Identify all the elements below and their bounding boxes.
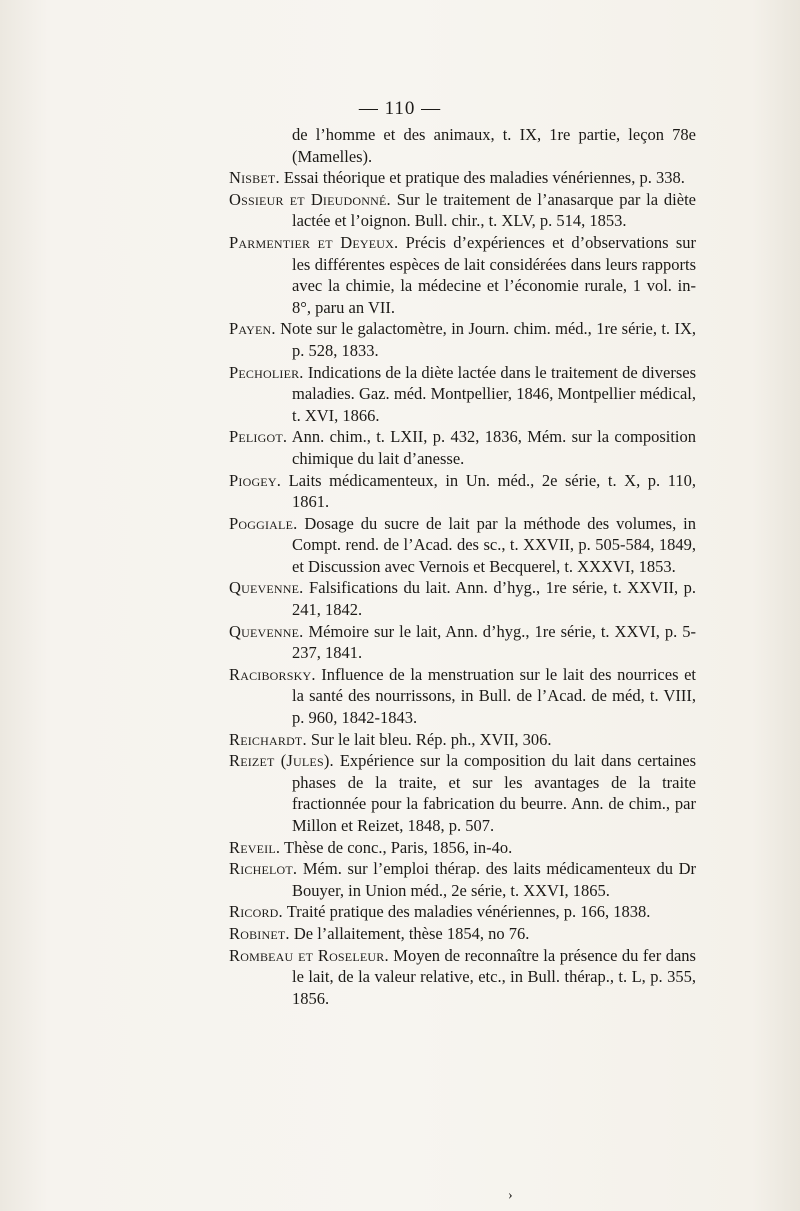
bibliography-entry bbox=[229, 167, 696, 189]
page-bottom-mark: › bbox=[508, 1188, 513, 1203]
bibliography-entry bbox=[229, 750, 696, 836]
bibliography-entry bbox=[229, 318, 696, 361]
entry-author: Reveil. bbox=[229, 837, 281, 857]
entry-text: Indications de la diète lactée dans le traitement de diverses maladies. Gaz. méd. Montpellier, 1846, Montpellier médical, t. XVI, 1866. bbox=[292, 362, 696, 425]
entry-text: Moyen de reconnaître la présence du fer dans le lait, de la valeur relative, etc., in Bull. thérap., t. L, p. 355, 1856. bbox=[292, 945, 696, 1008]
bibliography-entry bbox=[229, 621, 696, 664]
bibliography-entry bbox=[229, 470, 696, 513]
entry-author: Richelot. bbox=[229, 859, 298, 879]
entry-author: Reichardt. bbox=[229, 729, 307, 749]
bibliography-entry bbox=[229, 577, 696, 620]
entry-author: Parmentier et Deyeux. bbox=[229, 232, 399, 252]
bibliography-entry bbox=[229, 858, 696, 901]
bibliography-entry bbox=[229, 837, 696, 859]
bibliography-entry bbox=[229, 901, 696, 923]
entry-author: Robinet. bbox=[229, 923, 290, 943]
bibliography-entry bbox=[229, 923, 696, 945]
entry-text: de l’homme et des animaux, t. IX, 1re partie, leçon 78e (Mamelles). bbox=[292, 125, 696, 166]
entry-author: Reizet (Jules). bbox=[229, 751, 334, 771]
entry-author: Raciborsky. bbox=[229, 664, 316, 684]
bibliography-entry bbox=[229, 426, 696, 469]
entry-text: Ann. chim., t. LXII, p. 432, 1836, Mém. sur la composition chimique du lait d’anesse. bbox=[287, 427, 696, 468]
entry-text: Précis d’expériences et d’observations sur les différentes espèces de lait considérées dans leurs rapports avec la chimie, la médecine et l’économie rurale, 1 vol. in-8°, paru an VII. bbox=[292, 232, 697, 317]
bibliography-entry bbox=[229, 362, 696, 427]
entry-author: Payen. bbox=[229, 319, 276, 339]
bibliography-list bbox=[229, 124, 696, 1009]
entry-text: Note sur le galactomètre, in Journ. chim. méd., 1re série, t. IX, p. 528, 1833. bbox=[275, 319, 696, 360]
entry-text: Laits médicamenteux, in Un. méd., 2e série, t. X, p. 110, 1861. bbox=[281, 470, 696, 512]
entry-text: Mém. sur l’emploi thérap. des laits médicamenteux du Dr Bouyer, in Union méd., 2e série, t. XXVI, 1865. bbox=[292, 859, 696, 900]
bibliography-entry bbox=[229, 513, 696, 578]
entry-author: Peligot. bbox=[229, 427, 288, 447]
bibliography-entry bbox=[229, 124, 696, 167]
entry-author: Ossieur et Dieudonné. bbox=[229, 189, 391, 209]
entry-author: Pecholier. bbox=[229, 362, 304, 382]
bibliography-entry bbox=[229, 232, 696, 318]
entry-author: Ricord. bbox=[229, 902, 283, 922]
entry-text: Sur le lait bleu. Rép. ph., XVII, 306. bbox=[306, 729, 552, 749]
entry-text: Influence de la menstruation sur le lait des nourrices et la santé des nourrissons, in Bull. de l’Acad. de méd, t. VIII, p. 960, 1842-1843. bbox=[292, 664, 696, 728]
entry-text: Expérience sur la composition du lait dans certaines phases de la traite, et sur les avantages de la traite fractionnée pour la fabrication du beurre. Ann. de chim., par Millon et Reizet, 1848, p. 507. bbox=[292, 751, 696, 835]
entry-text: Falsifications du lait. Ann. d’hyg., 1re série, t. XXVII, p. 241, 1842. bbox=[292, 578, 696, 620]
entry-author: Quevenne. bbox=[229, 578, 304, 598]
entry-text: Sur le traitement de l’anasarque par la diète lactée et l’oignon. Bull. chir., t. XLV, p. 514, 1853. bbox=[292, 189, 696, 231]
entry-text: Mémoire sur le lait, Ann. d’hyg., 1re série, t. XXVI, p. 5-237, 1841. bbox=[292, 621, 696, 663]
bibliography-entry bbox=[229, 189, 696, 232]
bibliography-entry bbox=[229, 729, 696, 751]
page-number: — 110 — bbox=[358, 98, 442, 119]
entry-text: Thèse de conc., Paris, 1856, in-4o. bbox=[280, 837, 513, 857]
entry-author: Rombeau et Roseleur. bbox=[229, 945, 389, 965]
entry-text: Dosage du sucre de lait par la méthode des volumes, in Compt. rend. de l’Acad. des sc., t. XXVII, p. 505-584, 1849, et Discussion avec Vernois et Becquerel, t. XXXVI, 1853. bbox=[292, 513, 696, 576]
entry-author: Quevenne. bbox=[229, 621, 304, 641]
bibliography-entry bbox=[229, 664, 696, 729]
entry-text: Traité pratique des maladies vénériennes, p. 166, 1838. bbox=[282, 902, 651, 922]
entry-author: Piogey. bbox=[229, 470, 282, 490]
entry-text: Essai théorique et pratique des maladies vénériennes, p. 338. bbox=[279, 168, 685, 188]
bibliography-entry bbox=[229, 945, 696, 1010]
entry-author: Poggiale. bbox=[229, 513, 298, 533]
entry-author: Nisbet. bbox=[229, 168, 280, 188]
entry-text: De l’allaitement, thèse 1854, no 76. bbox=[289, 923, 530, 943]
